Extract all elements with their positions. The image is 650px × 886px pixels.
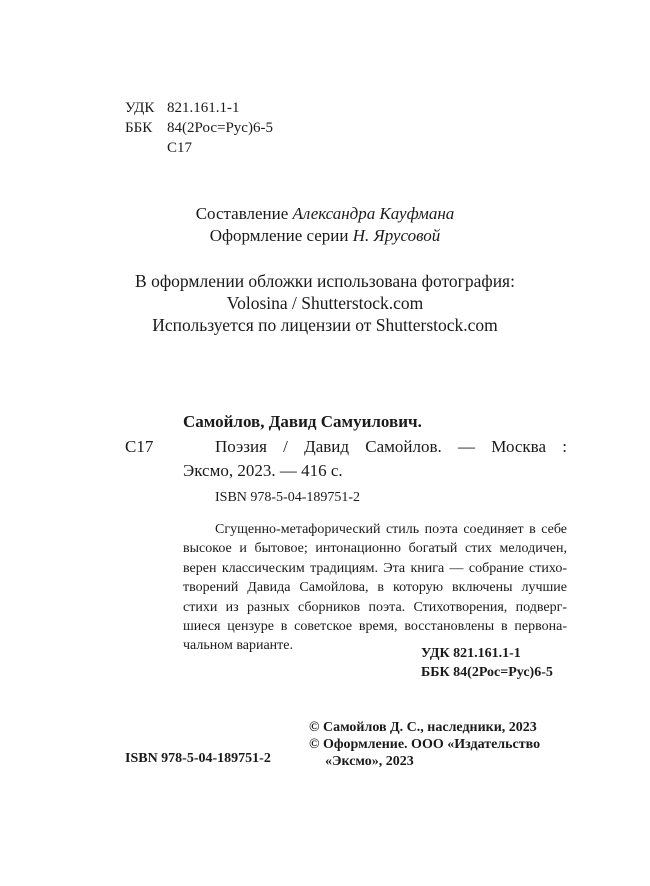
annotation	[183, 520, 567, 656]
annotation-line: творений Давида Самойлова, в которую включены лучшие	[183, 580, 567, 596]
udk-label: УДК	[125, 100, 155, 116]
bib-publisher-line: Эксмо, 2023. — 416 с.	[183, 461, 343, 480]
compiler-prefix: Составление	[195, 204, 289, 223]
design-prefix: Оформление серии	[209, 226, 349, 245]
annotation-line: стихи из разных сборников поэта. Стихотворения, подверг-	[183, 599, 567, 615]
bib-title-line: Поэзия / Давид Самойлов. — Москва :	[215, 437, 567, 456]
author-heading: Самойлов, Давид Самуилович.	[183, 412, 422, 431]
author-sign: С17	[125, 437, 154, 456]
udk-value: 821.161.1-1	[167, 100, 240, 116]
annotation-line: чальном варианте.	[183, 638, 294, 654]
design-name: Н. Ярусовой	[352, 226, 441, 245]
photo-credit-line1: В оформлении обложки использована фотография:	[135, 271, 515, 291]
photo-credit-line2: Volosina / Shutterstock.com	[226, 293, 424, 313]
annotation-line: высокое и бытовое; интонационно богатый стих мелодичен,	[183, 541, 567, 557]
bbk-bottom: ББК 84(2Рос=Рус)6-5	[421, 665, 553, 680]
series-design-credit	[0, 225, 650, 247]
photo-credit-line3: Используется по лицензии от Shutterstock.com	[152, 315, 498, 335]
isbn-bottom: ISBN 978-5-04-189751-2	[125, 751, 271, 766]
copyright-design: © Оформление. ООО «Издательство	[309, 737, 541, 752]
bbk-value: 84(2Рос=Рус)6-5	[167, 120, 273, 136]
annotation-line: верен классическим традициям. Эта книга — собрание стихо-	[183, 560, 567, 576]
copyright-publisher: «Эксмо», 2023	[325, 754, 414, 769]
annotation-line: Сгущенно-метафорический стиль поэта соединяет в себе	[215, 522, 567, 537]
udk-row	[125, 98, 240, 118]
udk-bottom: УДК 821.161.1-1	[421, 646, 521, 661]
copyright-author: © Самойлов Д. С., наследники, 2023	[309, 720, 537, 735]
compiler-credit	[0, 203, 650, 225]
annotation-line: шиеся цензуре в советское время, восстановлены в первона-	[183, 619, 567, 635]
bbk-row	[125, 118, 273, 138]
bbk-label: ББК	[125, 120, 153, 136]
bib-isbn: ISBN 978-5-04-189751-2	[215, 490, 361, 505]
compiler-name: Александра Кауфмана	[292, 204, 455, 223]
author-sign-top: С17	[167, 140, 193, 156]
